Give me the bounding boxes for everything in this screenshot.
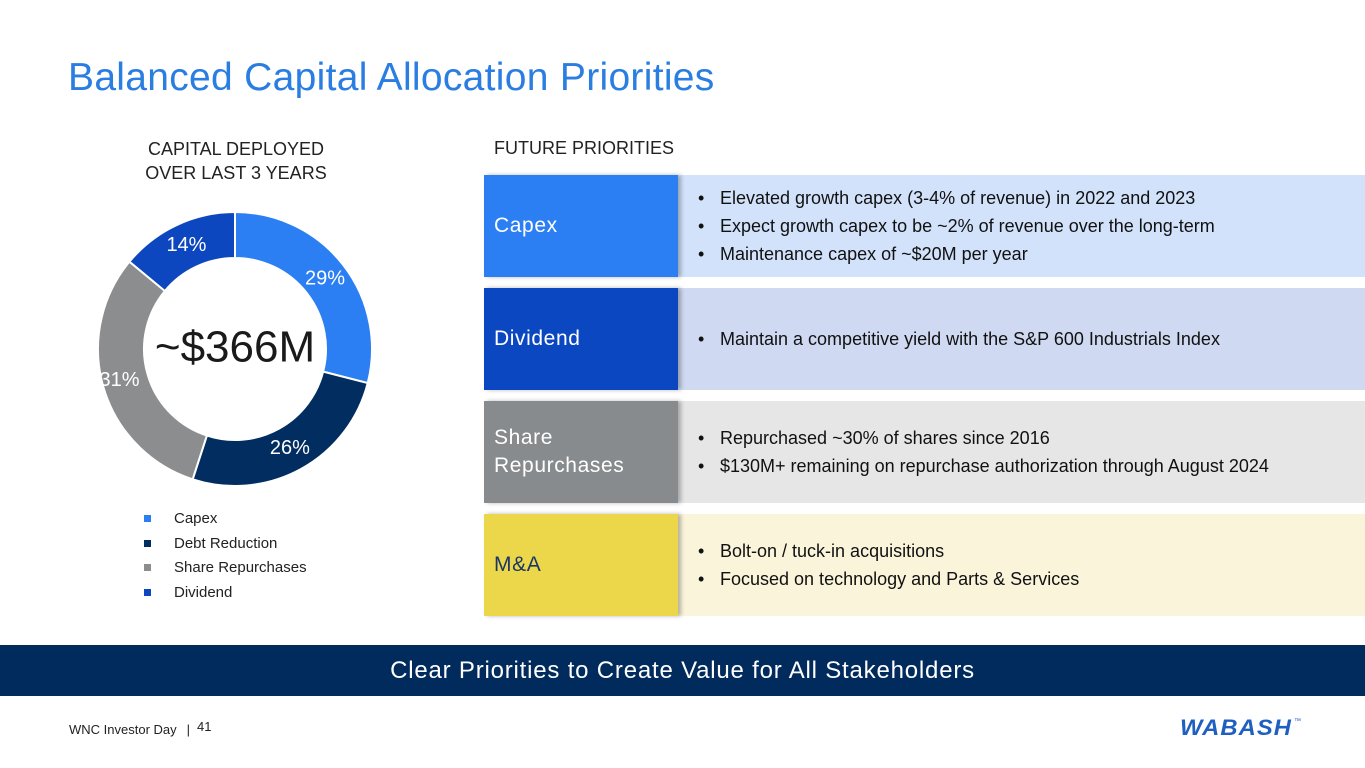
footer-event: WNC Investor Day	[69, 722, 177, 737]
footer	[69, 719, 212, 737]
bullet-item: • Maintain a competitive yield with the S&P 600 Industrials Index	[698, 325, 1220, 353]
bullet-item: • $130M+ remaining on repurchase authorization through August 2024	[698, 452, 1269, 480]
chart-heading-line-2: OVER LAST 3 YEARS	[145, 163, 327, 183]
page-title: Balanced Capital Allocation Priorities	[68, 56, 715, 99]
svg-text:WABASH: WABASH	[1180, 715, 1293, 740]
priority-bullets-dividend	[678, 325, 1220, 353]
donut-center-label: ~$366M	[154, 322, 316, 372]
priority-label-line-1: Share	[494, 426, 554, 449]
priority-body-dividend	[678, 288, 1365, 390]
legend-item	[144, 506, 307, 531]
priority-row-dividend	[484, 288, 1365, 390]
data-label: 31%	[99, 369, 140, 392]
priority-row-capex	[484, 175, 1365, 277]
chart-heading-line-1: CAPITAL DEPLOYED	[147, 139, 325, 159]
bottom-banner	[0, 645, 1365, 696]
legend-item	[144, 580, 307, 605]
priority-bullets-capex	[678, 184, 1215, 268]
wabash-logo	[1180, 715, 1310, 741]
data-label: 26%	[269, 437, 310, 460]
priority-bullets-m-and-a	[678, 537, 1079, 593]
priority-body-m-and-a	[678, 514, 1365, 616]
priority-row-m-and-a	[484, 514, 1365, 616]
footer-separator: |	[186, 722, 191, 737]
donut-slice-debt-reduction	[193, 372, 368, 486]
donut-chart	[94, 208, 376, 490]
bullet-item: • Expect growth capex to be ~2% of revenue over the long-term	[698, 212, 1215, 240]
priority-body-share-repurchases	[678, 401, 1365, 503]
bullet-item: • Focused on technology and Parts & Services	[698, 565, 1079, 593]
data-label: 29%	[305, 267, 346, 290]
legend-swatch	[144, 589, 151, 596]
footer-page-number: 41	[197, 719, 212, 734]
priority-label-capex: Capex	[484, 175, 678, 277]
priority-bullets-share-repurchases	[678, 424, 1269, 480]
legend-swatch	[144, 515, 151, 522]
legend-label: Share Repurchases	[174, 559, 307, 577]
bullet-item: • Repurchased ~30% of shares since 2016	[698, 424, 1269, 452]
legend-swatch	[144, 540, 151, 547]
banner-text: Clear Priorities to Create Value for All Stakeholders	[390, 656, 975, 684]
priority-label-line-2: Repurchases	[494, 454, 625, 477]
priority-row-share-repurchases	[484, 401, 1365, 503]
legend-label: Capex	[174, 509, 218, 527]
bullet-item: • Bolt-on / tuck-in acquisitions	[698, 537, 1079, 565]
legend-label: Dividend	[174, 583, 233, 601]
priority-label-dividend: Dividend	[484, 288, 678, 390]
legend-item	[144, 531, 307, 556]
priority-body-capex	[678, 175, 1365, 277]
future-priorities-heading: FUTURE PRIORITIES	[494, 138, 675, 158]
legend-item	[144, 555, 307, 580]
bullet-item: • Maintenance capex of ~$20M per year	[698, 240, 1215, 268]
legend-swatch	[144, 564, 151, 571]
chart-legend	[144, 506, 307, 605]
chart-heading	[96, 137, 376, 185]
priority-label-m-and-a: M&A	[484, 514, 678, 616]
priority-label-share-repurchases	[484, 401, 678, 503]
data-label: 14%	[166, 234, 207, 257]
svg-text:™: ™	[1294, 718, 1301, 725]
legend-label: Debt Reduction	[174, 534, 278, 552]
bullet-item: • Elevated growth capex (3-4% of revenue) in 2022 and 2023	[698, 184, 1215, 212]
